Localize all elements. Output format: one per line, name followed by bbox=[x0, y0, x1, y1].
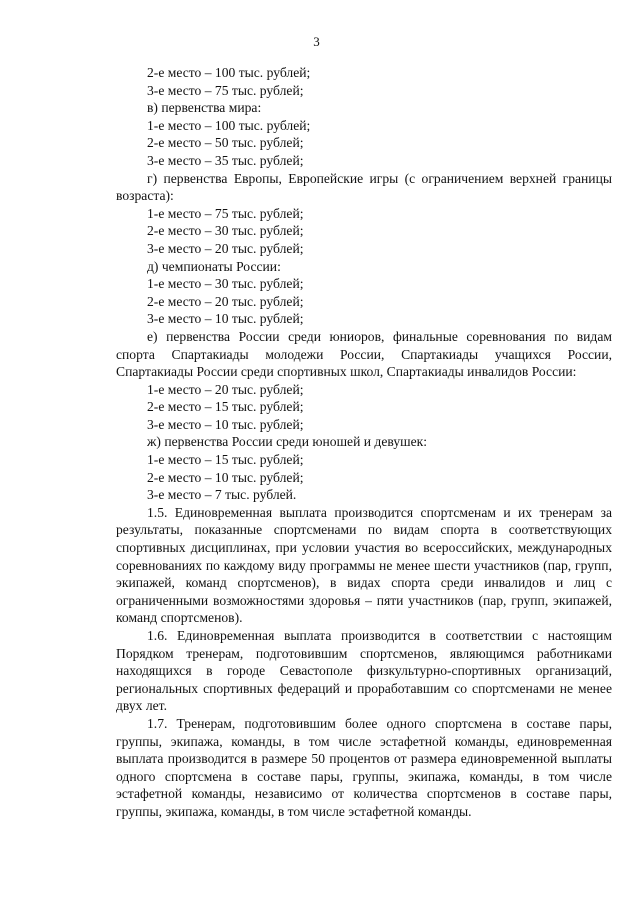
list-item: 3-е место – 20 тыс. рублей; bbox=[147, 240, 304, 256]
list-item: 1-е место – 30 тыс. рублей; bbox=[147, 276, 304, 292]
list-item: 2-е место – 10 тыс. рублей; bbox=[147, 469, 304, 485]
page-number: 3 bbox=[313, 34, 320, 49]
list-item: 2-е место – 15 тыс. рублей; bbox=[147, 399, 304, 415]
list-item: 3-е место – 75 тыс. рублей; bbox=[147, 82, 304, 98]
list-item: 2-е место – 20 тыс. рублей; bbox=[147, 293, 304, 309]
list-item: 3-е место – 10 тыс. рублей; bbox=[147, 311, 304, 327]
list-item: 3-е место – 35 тыс. рублей; bbox=[147, 152, 304, 168]
paragraph-1-7: 1.7. Тренерам, подготовившим более одного спортсмена в составе пары, группы, экипажа, команды, в том числе эстафетной команды, единовременная выплата производится в размере 50 процентов от размера единовременной выплаты одного спортсмена в составе пары, группы, экипажа, команды, в том числе эстафетной команды, независимо от количества спортсменов в составе пары, группы, экипажа, команды, в том числе эстафетной команды. bbox=[116, 715, 612, 819]
list-item: 1-е место – 75 тыс. рублей; bbox=[147, 205, 304, 221]
list-item: 2-е место – 50 тыс. рублей; bbox=[147, 135, 304, 151]
list-item: ж) первенства России среди юношей и девушек: bbox=[147, 434, 428, 450]
paragraph-1-6: 1.6. Единовременная выплата производится в соответствии с настоящим Порядком тренерам, подготовившим спортсменов, являющимся работниками находящихся в городе Севастополе физкультурно-спортивных организаций, региональных спортивных федераций и проработавшим со спортсменами не менее двух лет. bbox=[116, 628, 612, 714]
list-item: 1-е место – 15 тыс. рублей; bbox=[147, 452, 304, 468]
document-body bbox=[116, 64, 612, 821]
list-item: д) чемпионаты России: bbox=[147, 258, 281, 274]
list-item: 2-е место – 30 тыс. рублей; bbox=[147, 223, 304, 239]
list-item: в) первенства мира: bbox=[147, 100, 262, 116]
list-item: 3-е место – 7 тыс. рублей. bbox=[147, 487, 297, 503]
list-item: 1-е место – 20 тыс. рублей; bbox=[147, 381, 304, 397]
list-item: 2-е место – 100 тыс. рублей; bbox=[147, 65, 311, 80]
list-item: 3-е место – 10 тыс. рублей; bbox=[147, 416, 304, 432]
list-item: 1-е место – 100 тыс. рублей; bbox=[147, 117, 311, 133]
paragraph-1-5: 1.5. Единовременная выплата производится спортсменам и их тренерам за результаты, показанные спортсменами по видам спорта в соответствующих спортивных дисциплинах, при условии участия во всероссийских, международных соревнованиях по каждому виду программы не менее шести участников (пар, групп, экипажей, команд спортсменов), в видах спорта среди инвалидов и лиц с ограниченными возможностями здоровья – пяти участников (пар, групп, экипажей, команд спортсменов). bbox=[116, 504, 612, 626]
paragraph-g: г) первенства Европы, Европейские игры (с ограничением верхней границы возраста): bbox=[116, 170, 612, 204]
paragraph-e: е) первенства России среди юниоров, финальные соревнования по видам спорта Спартакиады молодежи России, Спартакиады учащихся России, Спартакиады России среди спортивных школ, Спартакиады инвалидов России: bbox=[116, 328, 612, 380]
